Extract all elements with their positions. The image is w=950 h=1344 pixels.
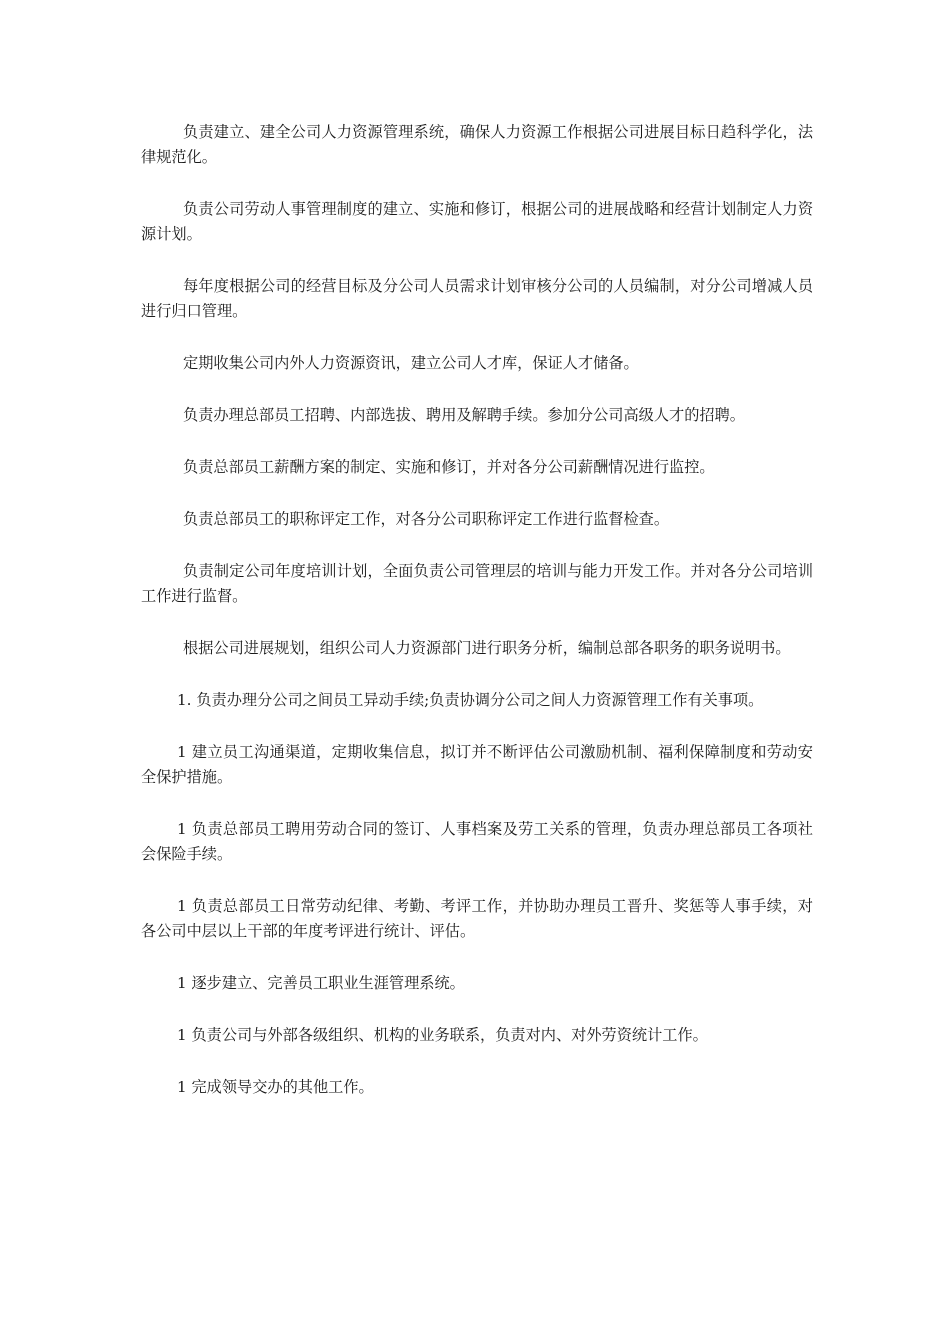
paragraph-3: 每年度根据公司的经营目标及分公司人员需求计划审核分公司的人员编制，对分公司增减人员进行归口管理。 (141, 277, 813, 320)
paragraph-7: 负责总部员工的职称评定工作，对各分公司职称评定工作进行监督检查。 (183, 510, 669, 528)
paragraph-6: 负责总部员工薪酬方案的制定、实施和修订，并对各分公司薪酬情况进行监控。 (183, 458, 715, 476)
paragraph-4: 定期收集公司内外人力资源资讯，建立公司人才库，保证人才储备。 (183, 354, 639, 372)
list-item-10: 1. 负责办理分公司之间员工异动手续;负责协调分公司之间人力资源管理工作有关事项。 (177, 691, 764, 709)
list-item-16: 1 完成领导交办的其他工作。 (177, 1078, 374, 1096)
list-item-11: 1 建立员工沟通渠道，定期收集信息，拟订并不断评估公司激励机制、福利保障制度和劳动安全保护措施。 (141, 743, 813, 786)
paragraph-5: 负责办理总部员工招聘、内部选拔、聘用及解聘手续。参加分公司高级人才的招聘。 (183, 406, 745, 424)
document-body (141, 120, 813, 1127)
list-item-15: 1 负责公司与外部各级组织、机构的业务联系，负责对内、对外劳资统计工作。 (177, 1026, 708, 1044)
list-item-12: 1 负责总部员工聘用劳动合同的签订、人事档案及劳工关系的管理，负责办理总部员工各项社会保险手续。 (141, 820, 813, 863)
list-item-13: 1 负责总部员工日常劳动纪律、考勤、考评工作，并协助办理员工晋升、奖惩等人事手续，对各公司中层以上干部的年度考评进行统计、评估。 (141, 897, 813, 940)
paragraph-1: 负责建立、建全公司人力资源管理系统，确保人力资源工作根据公司进展目标日趋科学化，法律规范化。 (141, 123, 813, 166)
paragraph-9: 根据公司进展规划，组织公司人力资源部门进行职务分析，编制总部各职务的职务说明书。 (183, 639, 791, 657)
list-item-14: 1 逐步建立、完善员工职业生涯管理系统。 (177, 974, 465, 992)
paragraph-8: 负责制定公司年度培训计划，全面负责公司管理层的培训与能力开发工作。并对各分公司培训工作进行监督。 (141, 562, 813, 605)
paragraph-2: 负责公司劳动人事管理制度的建立、实施和修订，根据公司的进展战略和经营计划制定人力资源计划。 (141, 200, 813, 243)
